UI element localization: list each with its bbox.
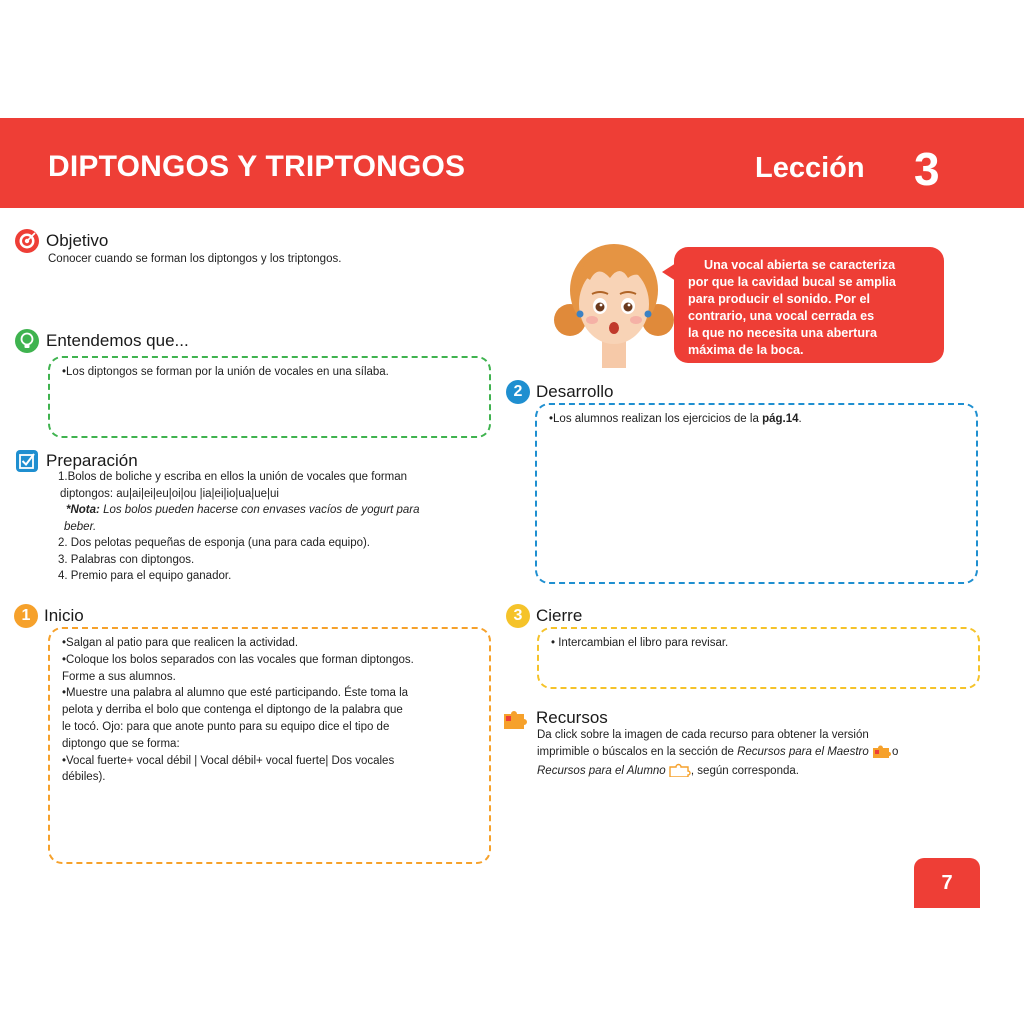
objetivo-text: Conocer cuando se forman los diptongos y los triptongos.	[48, 253, 342, 265]
inicio-title: Inicio	[44, 606, 84, 625]
recursos-title: Recursos	[536, 708, 608, 727]
preparacion-item-1-cont: diptongos: au|ai|ei|eu|oi|ou |ia|ei|io|ua|ue|ui	[60, 487, 279, 500]
lesson-label: Lección	[755, 152, 865, 184]
target-icon	[14, 228, 40, 254]
inicio-heading	[14, 604, 84, 628]
teacher-resources-link[interactable]: Recursos para el Maestro	[737, 745, 869, 758]
inicio-text	[62, 635, 477, 786]
bubble-line: la que no necesita una abertura	[688, 326, 877, 340]
puzzle-icon	[502, 706, 530, 730]
bubble-line: por que la cavidad bucal se amplia	[688, 275, 896, 289]
desarrollo-text-main: •Los alumnos realizan los ejercicios de la	[549, 413, 763, 425]
step-2-badge: 2	[506, 380, 530, 404]
inicio-line: •Salgan al patio para que realicen la actividad.	[62, 637, 299, 649]
lightbulb-icon	[14, 328, 40, 354]
vowel-info-text	[688, 257, 932, 359]
recursos-line-1: Da click sobre la imagen de cada recurso para obtener la versión	[537, 729, 869, 741]
preparacion-item-2: 2. Dos pelotas pequeñas de esponja (una para cada equipo).	[58, 537, 371, 549]
bubble-line: Una vocal abierta se caracteriza	[704, 258, 896, 272]
recursos-or: o	[891, 745, 899, 758]
teacher-resources-icon[interactable]	[872, 744, 892, 764]
recursos-line-2	[537, 744, 977, 764]
preparacion-item-1: 1.Bolos de boliche y escriba en ellos la unión de vocales que forman	[58, 471, 408, 483]
inicio-line: pelota y derriba el bolo que contenga el diptongo de la palabra que	[62, 704, 403, 717]
cierre-text: • Intercambian el libro para revisar.	[551, 637, 729, 649]
recursos-line-3-end: , según corresponda.	[690, 765, 799, 777]
cierre-heading	[506, 604, 582, 628]
desarrollo-text	[549, 411, 964, 428]
step-1-badge: 1	[14, 604, 38, 628]
note-text-2: beber.	[64, 520, 97, 533]
note-label: *Nota:	[66, 504, 100, 516]
preparacion-list	[58, 469, 498, 585]
checkbox-icon	[14, 448, 40, 474]
entendemos-heading	[14, 328, 189, 354]
preparacion-title: Preparación	[46, 451, 138, 470]
recursos-line-2-text: imprimible o búscalos en la sección de	[537, 745, 738, 758]
desarrollo-box	[535, 403, 978, 584]
desarrollo-title: Desarrollo	[536, 382, 614, 401]
inicio-line: •Coloque los bolos separados con las vocales que forman diptongos.	[62, 653, 414, 666]
desarrollo-text-end: .	[798, 413, 802, 425]
inicio-line: le tocó. Ojo: para que anote punto para su equipo dice el tipo de	[62, 720, 390, 733]
page-number: 7	[914, 858, 980, 908]
preparacion-item-4: 4. Premio para el equipo ganador.	[58, 570, 232, 582]
lesson-number: 3	[914, 143, 940, 195]
cierre-box	[537, 627, 980, 689]
lesson-banner	[0, 118, 1024, 208]
student-resources-link[interactable]: Recursos para el Alumno	[537, 765, 666, 777]
desarrollo-heading	[506, 380, 613, 404]
step-3-badge: 3	[506, 604, 530, 628]
lesson-title: DIPTONGOS Y TRIPTONGOS	[48, 150, 466, 183]
inicio-box	[48, 627, 491, 864]
recursos-text	[537, 728, 977, 783]
bubble-line: para producir el sonido. Por el	[688, 292, 870, 306]
inicio-line: •Vocal fuerte+ vocal débil | Vocal débil+ vocal fuerte| Dos vocales	[62, 754, 395, 767]
recursos-line-3	[537, 763, 977, 783]
objetivo-title: Objetivo	[46, 231, 109, 250]
bubble-line: contrario, una vocal cerrada es	[688, 309, 875, 323]
inicio-line: diptongo que se forma:	[62, 737, 180, 750]
note-text: Los bolos pueden hacerse con envases vacíos de yogurt para	[99, 504, 420, 516]
inicio-line: Forme a sus alumnos.	[62, 670, 176, 683]
preparacion-item-3: 3. Palabras con diptongos.	[58, 553, 195, 566]
student-resources-icon[interactable]	[669, 763, 691, 783]
entendemos-box	[48, 356, 491, 438]
preparacion-note-cont	[58, 519, 498, 536]
recursos-heading	[502, 706, 608, 730]
girl-illustration	[554, 238, 674, 377]
preparacion-note	[58, 502, 498, 519]
page-reference: pág.14	[762, 413, 799, 425]
inicio-line: débiles).	[62, 771, 106, 784]
vowel-info-bubble	[674, 247, 944, 363]
bubble-line: máxima de la boca.	[688, 343, 804, 357]
inicio-line: •Muestre una palabra al alumno que esté participando. Éste toma la	[62, 687, 409, 700]
entendemos-title: Entendemos que...	[46, 331, 189, 350]
entendemos-text: •Los diptongos se forman por la unión de vocales en una sílaba.	[62, 366, 389, 378]
cierre-title: Cierre	[536, 606, 583, 625]
